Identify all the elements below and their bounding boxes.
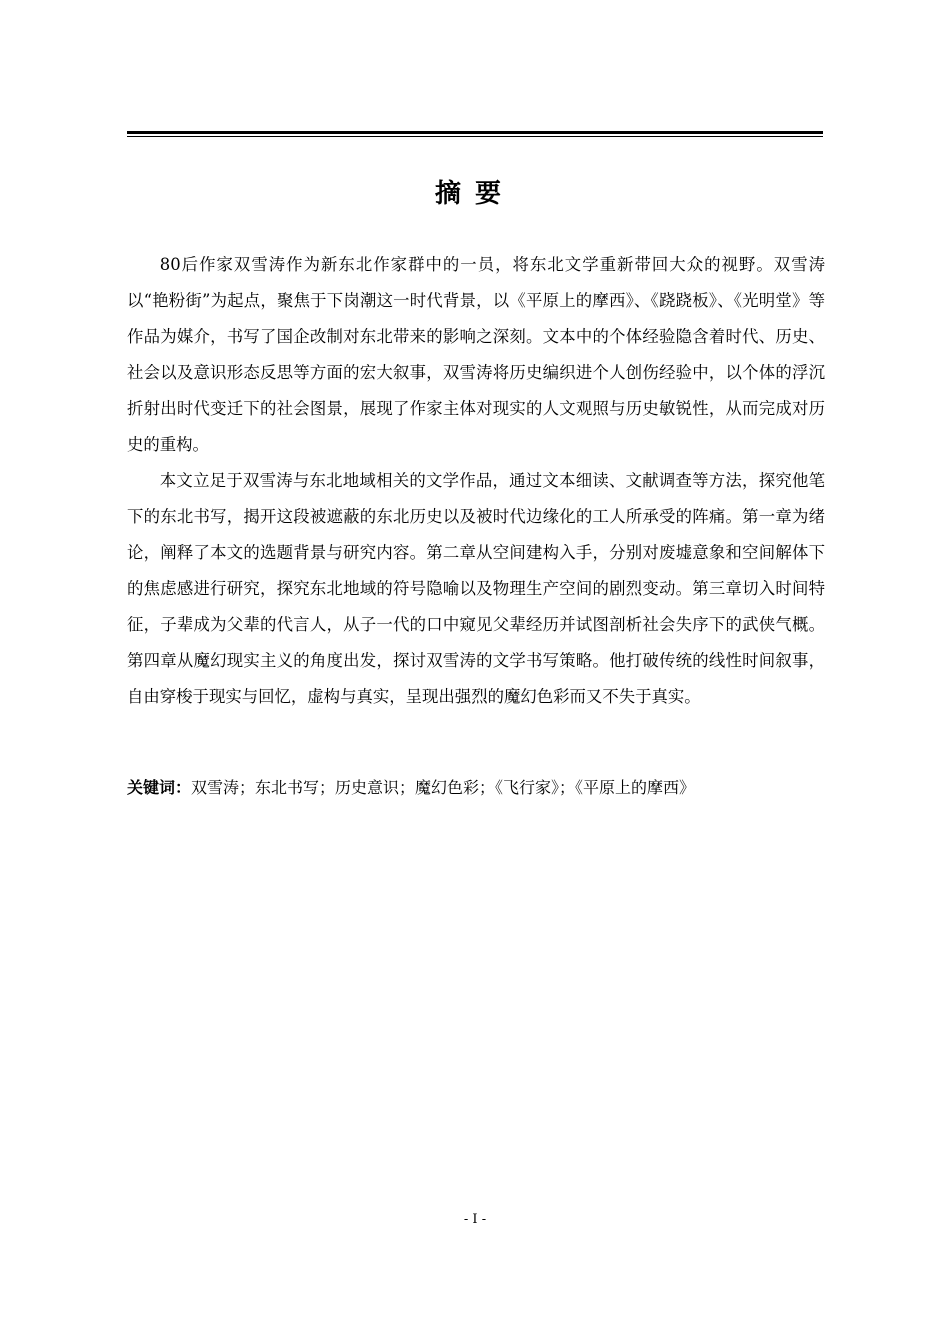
header-rule <box>127 131 823 137</box>
keywords-line <box>127 774 847 802</box>
abstract-paragraph-2: 本文立足于双雪涛与东北地域相关的文学作品，通过文本细读、文献调查等方法，探究他笔下的东北书写，揭开这段被遮蔽的东北历史以及被时代边缘化的工人所承受的阵痛。第一章为绪论，阐释了本文的选题背景与研究内容。第二章从空间建构入手，分别对废墟意象和空间解体下的焦虑感进行研究，探究东北地域的符号隐喻以及物理生产空间的剧烈变动。第三章切入时间特征，子辈成为父辈的代言人，从子一代的口中窥见父辈经历并试图剖析社会失序下的武侠气概。第四章从魔幻现实主义的角度出发，探讨双雪涛的文学书写策略。他打破传统的线性时间叙事，自由穿梭于现实与回忆，虚构与真实，呈现出强烈的魔幻色彩而又不失于真实。 <box>127 471 825 706</box>
header-rule-thick <box>127 131 823 134</box>
abstract-title: 摘要 <box>434 179 515 209</box>
keywords-text: 双雪涛；东北书写；历史意识；魔幻色彩；《飞行家》；《平原上的摩西》 <box>191 778 696 797</box>
abstract-body <box>127 247 825 715</box>
page-number: - I - <box>463 1212 487 1227</box>
keywords-label: 关键词： <box>127 778 192 797</box>
header-rule-thin <box>127 136 823 137</box>
abstract-paragraph-1: 80后作家双雪涛作为新东北作家群中的一员，将东北文学重新带回大众的视野。双雪涛以“艳粉街”为起点，聚焦于下岗潮这一时代背景，以《平原上的摩西》、《跷跷板》、《光明堂》等作品为媒介，书写了国企改制对东北带来的影响之深刻。文本中的个体经验隐含着时代、历史、社会以及意识形态反思等方面的宏大叙事，双雪涛将历史编织进个人创伤经验中，以个体的浮沉折射出时代变迁下的社会图景，展现了作家主体对现实的人文观照与历史敏锐性，从而完成对历史的重构。 <box>127 255 825 454</box>
